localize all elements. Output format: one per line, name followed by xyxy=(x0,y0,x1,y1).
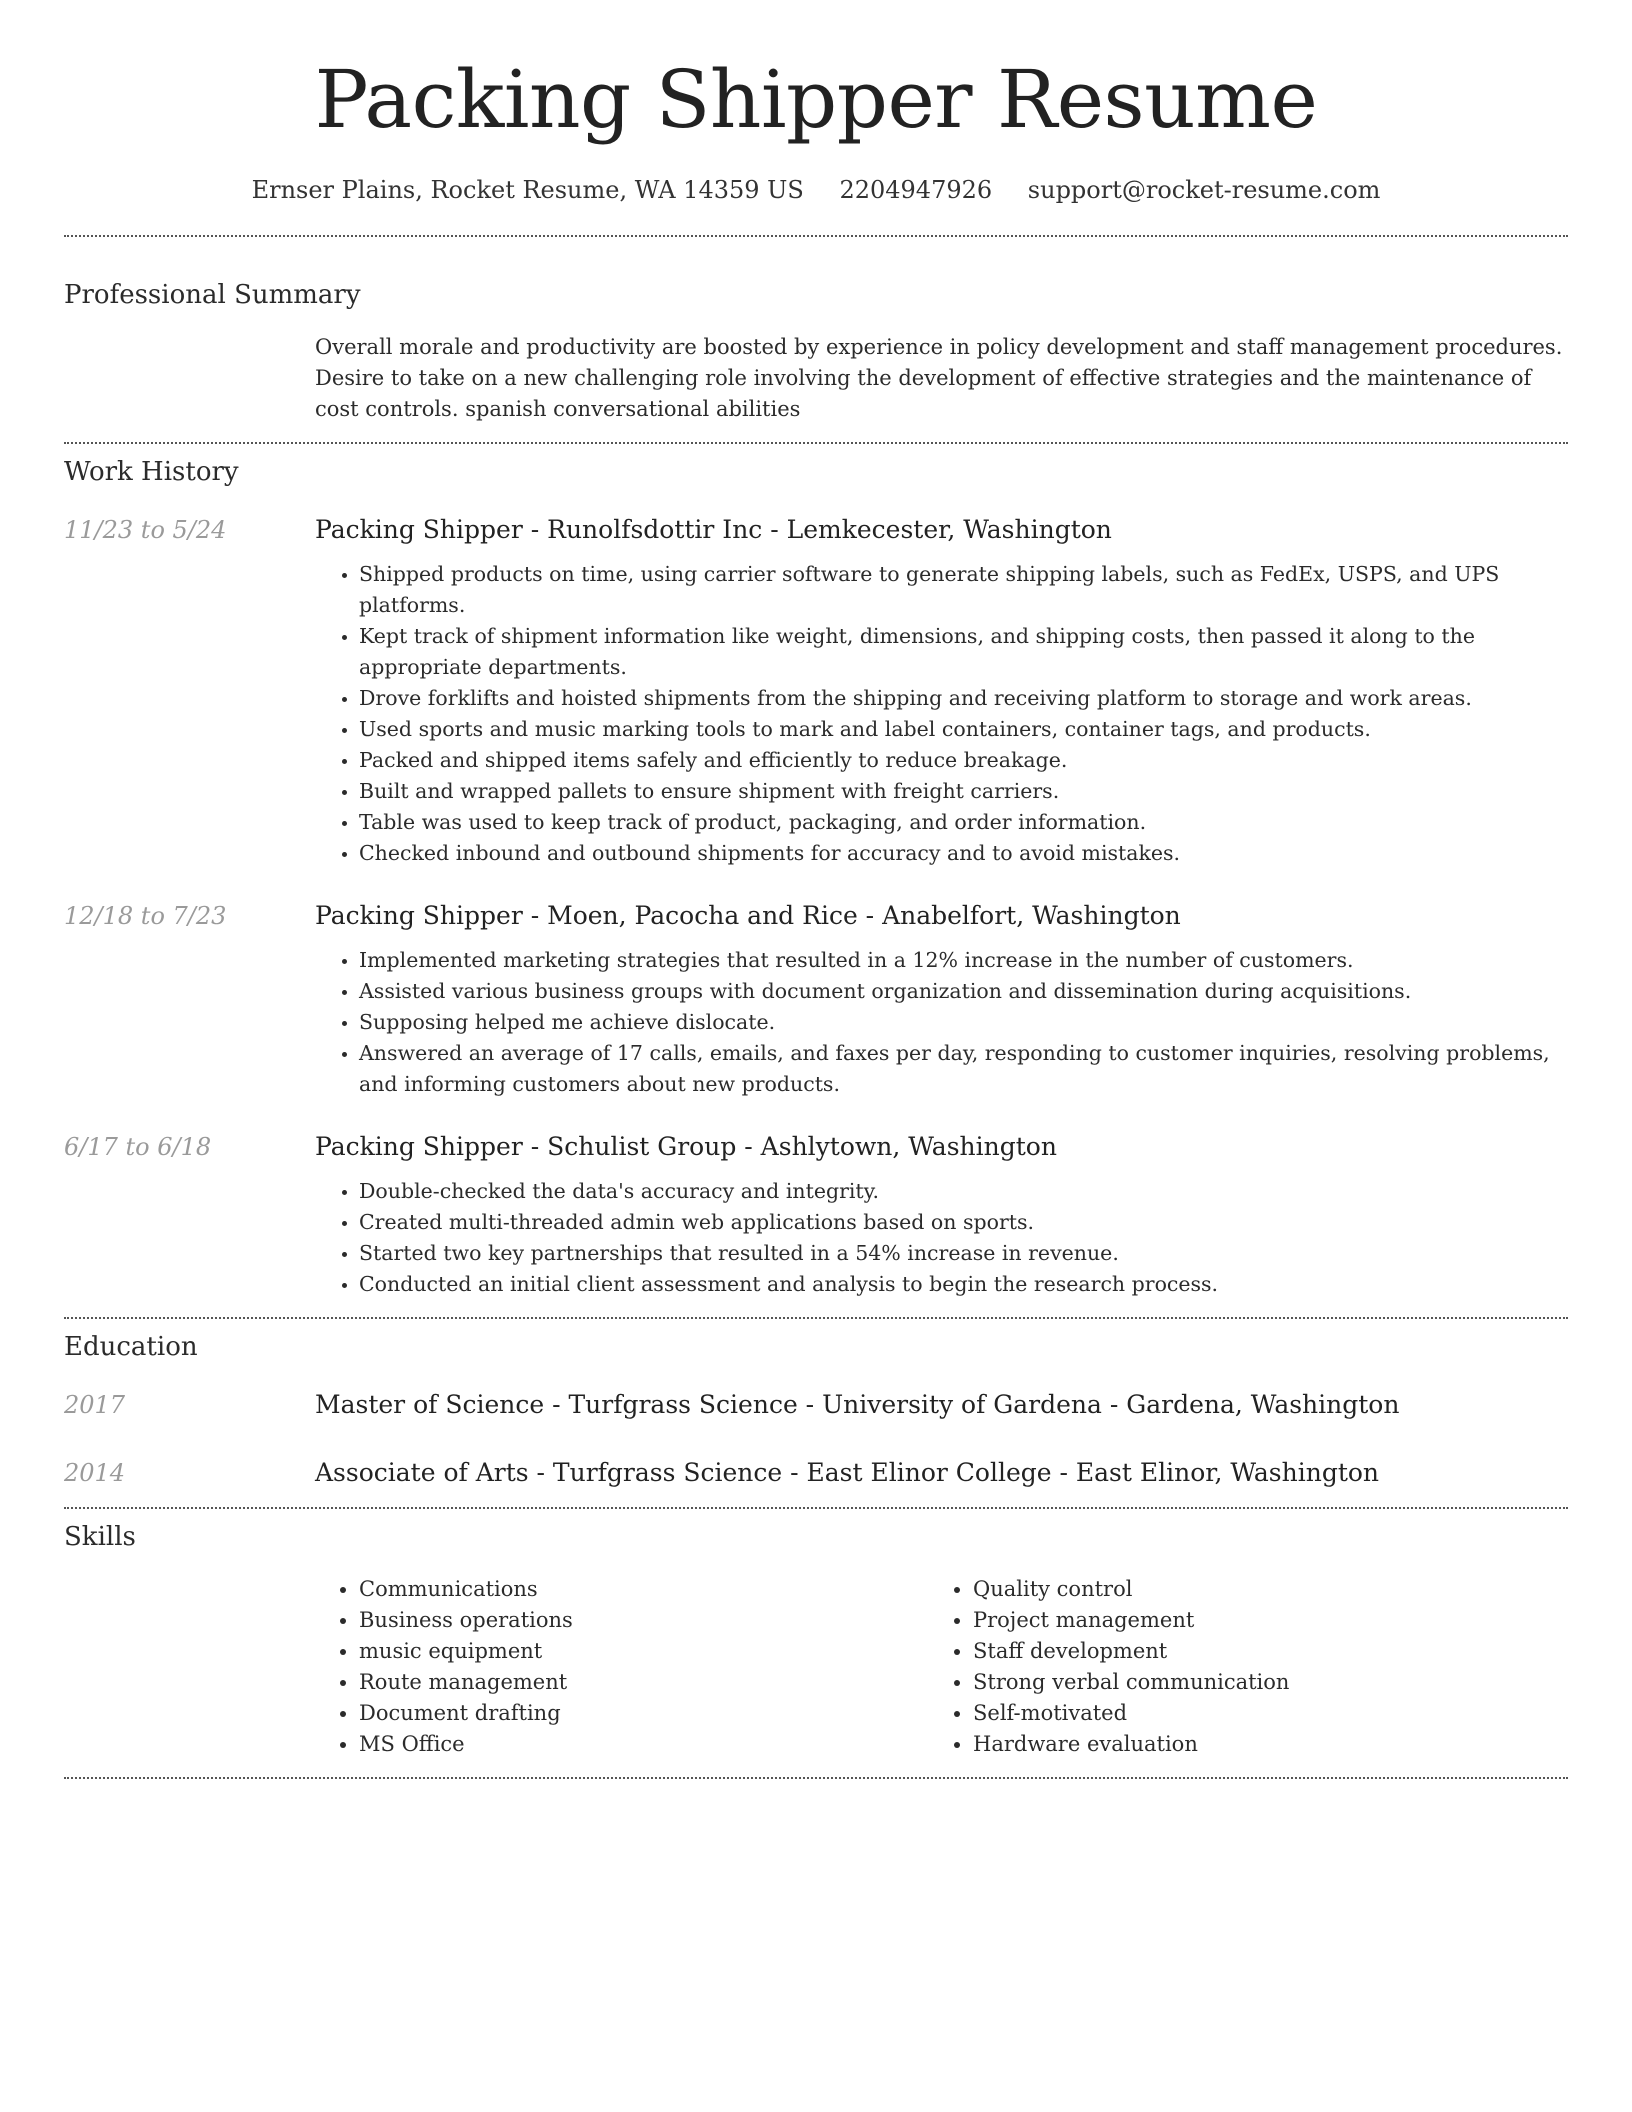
list-item: • Assisted various business groups with document organization and dissemination during acquisitions. xyxy=(359,976,1568,1007)
contact-email: support@rocket-resume.com xyxy=(1027,176,1381,204)
list-item: • Used sports and music marking tools to mark and label containers, container tags, and products. xyxy=(359,714,1568,745)
list-item: • Packed and shipped items safely and efficiently to reduce breakage. xyxy=(359,745,1568,776)
education-section xyxy=(64,1330,1568,1490)
skills-heading: Skills xyxy=(64,1522,136,1552)
job-dates: 6/17 to 6/18 xyxy=(64,1133,212,1161)
skill-item: • Strong verbal communication xyxy=(973,1667,1543,1698)
skill-item: • Route management xyxy=(359,1667,929,1698)
job-dates: 12/18 to 7/23 xyxy=(64,902,227,930)
list-item: • Implemented marketing strategies that resulted in a 12% increase in the number of customers. xyxy=(359,945,1568,976)
divider xyxy=(64,1317,1568,1319)
divider xyxy=(64,1507,1568,1509)
job-entry xyxy=(64,513,1568,869)
list-item: • Started two key partnerships that resulted in a 54% increase in revenue. xyxy=(359,1238,1568,1269)
list-item: • Double-checked the data's accuracy and integrity. xyxy=(359,1176,1568,1207)
skill-item: • MS Office xyxy=(359,1729,929,1760)
education-entry xyxy=(64,1456,1568,1490)
education-degree: Associate of Arts - Turfgrass Science - East Elinor College - East Elinor, Washington xyxy=(315,1458,1380,1487)
list-item: • Supposing helped me achieve dislocate. xyxy=(359,1007,1568,1038)
education-entry xyxy=(64,1388,1568,1422)
skills-section xyxy=(64,1520,1568,1760)
skill-item: • Document drafting xyxy=(359,1698,929,1729)
work-history-section xyxy=(64,455,1568,1300)
skills-list xyxy=(315,1574,1568,1760)
contact-phone: 2204947926 xyxy=(839,176,993,204)
list-item: • Shipped products on time, using carrier software to generate shipping labels, such as FedEx, USPS, and UPS platforms. xyxy=(359,559,1568,621)
job-duties xyxy=(315,559,1568,869)
resume-page xyxy=(64,0,1568,1779)
resume-title: Packing Shipper Resume xyxy=(314,53,1318,146)
skill-item: • Communications xyxy=(359,1574,929,1605)
divider xyxy=(64,442,1568,444)
job-duties xyxy=(315,945,1568,1100)
summary-text: Overall morale and productivity are boosted by experience in policy development and staff management procedures. Desire to take on a new challenging role involving the development of effective strategies and the maintenance of cost controls. spanish conversational abilities xyxy=(315,335,1563,421)
job-title: Packing Shipper - Moen, Pacocha and Rice - Anabelfort, Washington xyxy=(315,901,1181,930)
list-item: • Created multi-threaded admin web applications based on sports. xyxy=(359,1207,1568,1238)
contact-line xyxy=(64,174,1568,206)
list-item: • Checked inbound and outbound shipments for accuracy and to avoid mistakes. xyxy=(359,838,1568,869)
skill-item: • Hardware evaluation xyxy=(973,1729,1543,1760)
summary-heading: Professional Summary xyxy=(64,280,361,310)
skill-item: • Business operations xyxy=(359,1605,929,1636)
divider xyxy=(64,235,1568,237)
skill-item: • music equipment xyxy=(359,1636,929,1667)
education-year: 2014 xyxy=(64,1459,126,1487)
job-duties xyxy=(315,1176,1568,1300)
job-entry xyxy=(64,899,1568,1100)
list-item: • Answered an average of 17 calls, emails, and faxes per day, responding to customer inquiries, resolving problems, and informing customers about new products. xyxy=(359,1038,1568,1100)
skills-column-right xyxy=(929,1574,1543,1760)
skill-item: • Self-motivated xyxy=(973,1698,1543,1729)
job-entry xyxy=(64,1130,1568,1300)
summary-section xyxy=(64,278,1568,425)
job-title: Packing Shipper - Schulist Group - Ashlytown, Washington xyxy=(315,1132,1057,1161)
skill-item: • Quality control xyxy=(973,1574,1543,1605)
skill-item: • Project management xyxy=(973,1605,1543,1636)
list-item: • Drove forklifts and hoisted shipments from the shipping and receiving platform to storage and work areas. xyxy=(359,683,1568,714)
job-dates: 11/23 to 5/24 xyxy=(64,516,227,544)
list-item: • Built and wrapped pallets to ensure shipment with freight carriers. xyxy=(359,776,1568,807)
education-degree: Master of Science - Turfgrass Science - University of Gardena - Gardena, Washington xyxy=(315,1390,1400,1419)
education-year: 2017 xyxy=(64,1391,126,1419)
contact-address: Ernser Plains, Rocket Resume, WA 14359 US xyxy=(251,176,804,204)
divider xyxy=(64,1777,1568,1779)
education-heading: Education xyxy=(64,1332,198,1362)
job-title: Packing Shipper - Runolfsdottir Inc - Lemkecester, Washington xyxy=(315,515,1112,544)
list-item: • Conducted an initial client assessment and analysis to begin the research process. xyxy=(359,1269,1568,1300)
skills-column-left xyxy=(315,1574,929,1760)
list-item: • Table was used to keep track of product, packaging, and order information. xyxy=(359,807,1568,838)
list-item: • Kept track of shipment information like weight, dimensions, and shipping costs, then passed it along to the appropriate departments. xyxy=(359,621,1568,683)
skill-item: • Staff development xyxy=(973,1636,1543,1667)
work-history-heading: Work History xyxy=(64,457,239,487)
